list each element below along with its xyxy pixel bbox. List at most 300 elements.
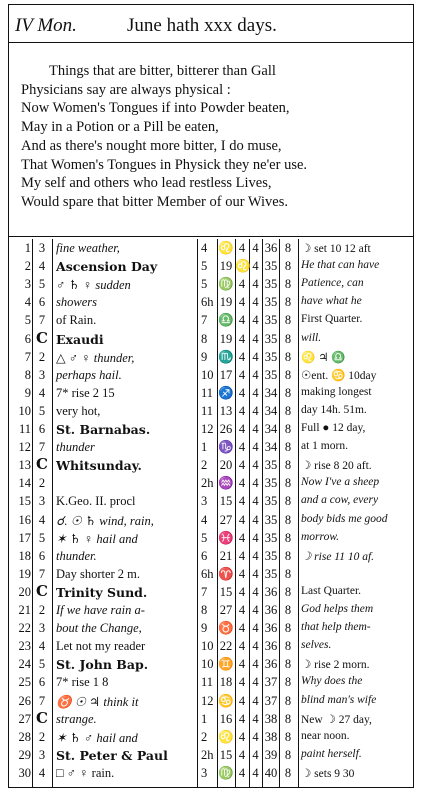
sign-col: 4 — [238, 621, 246, 636]
sign-col: 4 — [238, 440, 246, 455]
sign-col: 4 — [238, 765, 246, 780]
moon-place: ♑ — [218, 440, 234, 455]
sun-set: 8 — [284, 476, 292, 491]
sun-set: 8 — [284, 422, 292, 436]
moon-place: 19 — [219, 331, 233, 346]
moon-south: 2 — [201, 729, 208, 744]
note-text: ☽ rise 2 morn. — [301, 659, 370, 672]
sign-col: 4 — [238, 584, 246, 599]
sun-set: 8 — [284, 331, 292, 346]
sun-rise-hour: 4 — [252, 403, 259, 418]
sun-rise-min: 35 — [264, 512, 278, 527]
moon-south: 5 — [201, 259, 208, 274]
sun-set: 8 — [284, 512, 292, 527]
sun-rise-hour: 4 — [252, 494, 259, 509]
aspect-weather: K.Geo. II. procl — [56, 494, 136, 509]
sign-col: 4 — [238, 295, 246, 310]
day-number: 12 — [18, 440, 31, 455]
moon-south: 4 — [201, 512, 208, 527]
day-number: 1 — [24, 241, 31, 255]
weekday: C — [36, 708, 48, 727]
day-number: 10 — [18, 403, 31, 418]
note-text: have what he — [301, 295, 362, 308]
sign-col: 4 — [238, 422, 246, 436]
sun-rise-hour: 4 — [252, 440, 259, 455]
aspect-weather: St. Peter & Paul — [56, 747, 168, 763]
sun-rise-hour: 4 — [252, 657, 259, 672]
sun-rise-min: 36 — [264, 584, 278, 599]
moon-place: ♈ — [218, 566, 234, 581]
weekday: 3 — [38, 367, 46, 382]
sun-rise-hour: 4 — [252, 530, 259, 545]
weekday: 3 — [38, 494, 46, 509]
sign-col: 4 — [238, 675, 246, 690]
aspect-weather: of Rain. — [56, 313, 97, 328]
sun-rise-hour: 4 — [252, 711, 259, 726]
day-number: 28 — [18, 729, 31, 744]
moon-south: 9 — [201, 621, 208, 636]
weekday: 7 — [38, 693, 46, 708]
moon-south: 6h — [201, 295, 214, 310]
day-number: 23 — [18, 639, 31, 654]
sun-set: 8 — [284, 566, 292, 581]
moon-south: 11 — [201, 675, 214, 690]
day-number: 26 — [18, 693, 31, 708]
table-row — [9, 601, 413, 621]
sun-set: 8 — [284, 458, 292, 473]
sun-rise-min: 40 — [264, 765, 278, 780]
sign-col: 4 — [238, 747, 246, 762]
moon-south: 7 — [201, 313, 208, 328]
weekday: 2 — [38, 603, 46, 617]
moon-place: 15 — [219, 747, 233, 762]
note-text: body bids me good — [301, 512, 388, 525]
weekday: 6 — [38, 548, 46, 563]
aspect-weather: very hot, — [56, 403, 101, 418]
moon-place: 27 — [219, 603, 233, 617]
weekday: C — [36, 455, 48, 474]
sun-rise-min: 36 — [264, 657, 278, 672]
sun-rise-hour: 4 — [252, 512, 259, 527]
day-number: 19 — [18, 566, 31, 581]
moon-south: 11 — [201, 385, 214, 400]
sun-rise-min: 35 — [264, 277, 278, 292]
moon-south: 3 — [201, 494, 208, 509]
weekday: C — [36, 581, 48, 600]
weekday: 3 — [38, 621, 46, 636]
aspect-weather: Ascension Day — [56, 259, 158, 275]
sun-set: 8 — [284, 548, 292, 563]
sun-rise-hour: 4 — [252, 241, 259, 255]
weekday: 4 — [38, 259, 46, 274]
moon-place: ♊ — [218, 657, 234, 672]
aspect-weather: Whitsunday. — [56, 458, 142, 474]
month-header — [9, 5, 413, 43]
aspect-weather: ♉ ☉ ♃ think it — [56, 694, 139, 709]
sun-rise-min: 34 — [264, 385, 278, 400]
sign-col: 4 — [238, 403, 246, 418]
sun-rise-min: 39 — [264, 747, 278, 762]
moon-place: 20 — [219, 458, 233, 473]
sun-rise-min: 35 — [264, 458, 278, 473]
moon-place: 13 — [219, 403, 233, 418]
table-row — [9, 293, 413, 313]
table-row — [9, 764, 413, 784]
note-text: God helps them — [301, 603, 374, 615]
moon-place: 26 — [219, 422, 233, 436]
note-text: at 1 morn. — [301, 440, 348, 453]
moon-south: 5 — [201, 277, 208, 292]
sun-rise-hour: 4 — [252, 331, 259, 346]
aspect-weather: 7* rise 1 8 — [56, 675, 109, 690]
sign-col: 4 — [238, 367, 246, 382]
weekday: 3 — [38, 241, 46, 255]
day-number: 24 — [18, 657, 31, 672]
sun-set: 8 — [284, 385, 292, 400]
sun-rise-min: 35 — [264, 367, 278, 382]
note-text: paint herself. — [301, 747, 362, 760]
aspect-weather: perhaps hail. — [56, 367, 122, 382]
moon-south: 7 — [201, 584, 208, 599]
day-number: 13 — [18, 458, 31, 473]
sun-rise-min: 35 — [264, 494, 278, 509]
sun-set: 8 — [284, 277, 292, 292]
weekday: 6 — [38, 675, 46, 690]
moon-south: 6h — [201, 566, 214, 581]
note-text: making longest — [301, 385, 372, 398]
note-text: ☽ rise 8 20 aft. — [301, 460, 372, 473]
moon-south: 10 — [201, 367, 214, 382]
table-row — [9, 746, 413, 766]
sign-col: 4 — [238, 530, 246, 545]
moon-south: 2h — [201, 747, 214, 762]
sign-col: 4 — [238, 313, 246, 328]
moon-south: 9 — [201, 349, 208, 364]
sun-rise-hour: 4 — [252, 367, 259, 382]
moon-place: ♐ — [218, 385, 234, 400]
poem-line: Physicians say are always physical : — [21, 81, 231, 98]
sun-rise-hour: 4 — [252, 313, 259, 328]
sign-col: 4 — [238, 241, 246, 255]
moon-place: 27 — [219, 512, 233, 527]
table-row — [9, 438, 413, 458]
sun-rise-hour: 4 — [252, 603, 259, 617]
moon-south: 10 — [201, 657, 214, 672]
weekday: 6 — [38, 422, 46, 436]
day-number: 7 — [24, 349, 31, 364]
aspect-weather: Exaudi — [56, 331, 104, 347]
table-row — [9, 275, 413, 295]
moon-place: 16 — [219, 711, 233, 726]
aspect-weather: bout the Change, — [56, 621, 142, 636]
sun-set: 8 — [284, 729, 292, 744]
aspect-weather: St. Barnabas. — [56, 422, 151, 437]
weekday: 7 — [38, 566, 46, 581]
sun-set: 8 — [284, 765, 292, 780]
moon-place: 17 — [219, 367, 233, 382]
day-number: 9 — [24, 385, 31, 400]
weekday: 4 — [38, 639, 46, 654]
day-number: 18 — [18, 548, 31, 563]
sun-rise-hour: 4 — [252, 349, 259, 364]
aspect-weather: thunder — [56, 440, 95, 455]
moon-place: 18 — [219, 675, 233, 690]
day-number: 2 — [24, 259, 31, 274]
table-row — [9, 692, 413, 712]
table-row — [9, 366, 413, 386]
sun-rise-min: 36 — [264, 241, 278, 255]
sun-rise-min: 36 — [264, 603, 278, 617]
sun-set: 8 — [284, 584, 292, 599]
weekday: 4 — [38, 385, 46, 400]
sign-col: 4 — [238, 566, 246, 581]
sign-col: 4 — [238, 639, 246, 654]
table-row — [9, 637, 413, 657]
note-text: will. — [301, 331, 322, 344]
moon-south: 2 — [201, 458, 208, 473]
moon-south: 12 — [201, 422, 214, 436]
table-row — [9, 728, 413, 748]
day-number: 17 — [18, 530, 31, 545]
sun-rise-hour: 4 — [252, 729, 259, 744]
moon-place: 15 — [219, 584, 233, 599]
note-text: Why does the — [301, 675, 363, 688]
day-number: 16 — [18, 512, 31, 527]
almanac-page — [8, 4, 414, 788]
aspect-weather: showers — [56, 295, 97, 310]
sun-rise-hour: 4 — [252, 747, 259, 762]
sun-rise-min: 35 — [264, 259, 278, 274]
sun-set: 8 — [284, 711, 292, 726]
note-text: and a cow, every — [301, 494, 379, 507]
table-row — [9, 565, 413, 585]
weekday: 3 — [38, 747, 46, 762]
aspect-weather: If we have rain a- — [56, 603, 145, 617]
aspect-weather: 7* rise 2 15 — [56, 385, 115, 400]
note-text: ☽ sets 9 30 — [301, 767, 355, 780]
aspect-weather: fine weather, — [56, 241, 120, 255]
sun-set: 8 — [284, 657, 292, 672]
day-number: 11 — [18, 422, 31, 436]
day-number: 15 — [18, 494, 31, 509]
sun-set: 8 — [284, 349, 292, 364]
moon-south: 11 — [201, 403, 214, 418]
poem-line: That Women's Tongues in Physick they ne'er use. — [21, 156, 308, 173]
weekday: 2 — [38, 476, 46, 491]
poem-divider — [9, 236, 413, 237]
weekday: C — [36, 328, 48, 347]
table-row — [9, 420, 413, 440]
aspect-weather: ✶ ♄ ♀ hail and — [56, 531, 138, 546]
note-text: Full ● 12 day, — [301, 422, 366, 434]
day-number: 22 — [18, 621, 31, 636]
sign-col: 4 — [238, 711, 246, 726]
aspect-weather: □ ♂ ♀ rain. — [56, 765, 115, 780]
note-text: Patience, can — [301, 277, 364, 290]
moon-south: 5 — [201, 530, 208, 545]
moon-place: 19 — [219, 295, 233, 310]
table-row — [9, 257, 413, 277]
note-text: New ☽ 27 day, — [301, 713, 372, 726]
sign-col: 4 — [238, 657, 246, 672]
sign-col: 4 — [238, 494, 246, 509]
sun-rise-min: 36 — [264, 639, 278, 654]
moon-south: 12 — [201, 693, 214, 708]
sun-rise-min: 36 — [264, 621, 278, 636]
sign-col: 4 — [238, 476, 246, 491]
note-text: Last Quarter. — [301, 584, 362, 597]
weekday: 6 — [38, 295, 46, 310]
sun-rise-hour: 4 — [252, 693, 259, 708]
note-text: ☽ set 10 12 aft — [301, 243, 371, 255]
sun-set: 8 — [284, 621, 292, 636]
sun-rise-hour: 4 — [252, 566, 259, 581]
sun-set: 8 — [284, 530, 292, 545]
sun-rise-hour: 4 — [252, 277, 259, 292]
table-row — [9, 348, 413, 368]
sign-col: 4 — [238, 729, 246, 744]
sun-set: 8 — [284, 259, 292, 274]
moon-place: ♎ — [218, 313, 234, 328]
day-number: 27 — [18, 711, 31, 726]
sun-set: 8 — [284, 403, 292, 418]
aspect-weather: St. John Bap. — [56, 657, 149, 673]
moon-south: 8 — [201, 331, 208, 346]
sun-rise-hour: 4 — [252, 584, 259, 599]
sign-col: 4 — [238, 603, 246, 617]
poem-line: Now Women's Tongues if into Powder beaten, — [21, 100, 290, 117]
poem-line: My self and others who lead restless Lives, — [21, 175, 272, 192]
sun-rise-hour: 4 — [252, 295, 259, 310]
table-row — [9, 583, 413, 603]
sign-col: 4 — [238, 277, 246, 292]
table-row — [9, 529, 413, 549]
table-row — [9, 384, 413, 404]
note-text: ☽ rise 11 10 af. — [301, 550, 375, 563]
table-row — [9, 239, 413, 259]
sun-set: 8 — [284, 639, 292, 654]
weekday: 7 — [38, 313, 46, 328]
moon-south: 8 — [201, 603, 208, 617]
moon-south: 4 — [201, 241, 208, 255]
sign-col: 4 — [238, 458, 246, 473]
sun-rise-min: 34 — [264, 422, 278, 436]
day-number: 20 — [18, 584, 31, 599]
sun-set: 8 — [284, 603, 292, 617]
moon-place: ♍ — [218, 277, 234, 292]
sun-set: 8 — [284, 295, 292, 310]
aspect-weather: strange. — [56, 711, 97, 726]
sun-set: 8 — [284, 440, 292, 455]
sun-rise-hour: 4 — [252, 422, 259, 436]
sun-set: 8 — [284, 313, 292, 328]
moon-place: 21 — [219, 548, 233, 563]
weekday: 5 — [38, 657, 46, 672]
sign-col: 4 — [238, 349, 246, 364]
moon-south: 1 — [201, 440, 208, 455]
weekday: 5 — [38, 530, 46, 545]
day-number: 21 — [18, 603, 31, 617]
aspect-weather: thunder. — [56, 548, 97, 563]
note-text: blind man's wife — [301, 693, 377, 706]
sun-rise-hour: 4 — [252, 259, 259, 274]
moon-south: 10 — [201, 639, 214, 654]
moon-south: 6 — [201, 548, 208, 563]
note-text: First Quarter. — [301, 313, 363, 326]
moon-place: ♌ — [218, 729, 234, 744]
sun-rise-hour: 4 — [252, 639, 259, 654]
note-text: ☉ent. ♋ 10day — [301, 369, 377, 382]
day-number: 30 — [18, 765, 31, 780]
moon-place: ♌ — [218, 241, 234, 255]
table-row — [9, 311, 413, 331]
moon-place: 15 — [219, 494, 233, 509]
note-text: morrow. — [301, 530, 340, 543]
sun-set: 8 — [284, 494, 292, 509]
sign-col: 4 — [238, 693, 246, 708]
day-number: 6 — [24, 331, 31, 346]
aspect-weather: ✶ ♄ ♂ hail and — [56, 730, 138, 745]
sun-set: 8 — [284, 747, 292, 762]
day-number: 5 — [24, 313, 31, 328]
moon-place: ♏ — [218, 349, 234, 364]
moon-place: ♉ — [218, 621, 234, 636]
sun-rise-min: 35 — [264, 476, 278, 491]
sun-rise-min: 35 — [264, 331, 278, 346]
sun-set: 8 — [284, 693, 292, 708]
sun-rise-min: 35 — [264, 566, 278, 581]
month-label: IV Mon. — [15, 15, 77, 36]
sun-rise-min: 34 — [264, 403, 278, 418]
weekday: 2 — [38, 729, 46, 744]
note-text: Now I've a sheep — [301, 476, 380, 489]
moon-place: ♒ — [218, 476, 234, 491]
calendar-table — [9, 239, 413, 787]
sun-rise-hour: 4 — [252, 385, 259, 400]
aspect-weather: ♂ ♄ ♀ sudden — [56, 278, 131, 293]
moon-place: 22 — [219, 639, 233, 654]
sun-rise-hour: 4 — [252, 765, 259, 780]
weekday: 4 — [38, 765, 46, 780]
aspect-weather: Trinity Sund. — [56, 584, 148, 600]
moon-south: 1 — [201, 711, 208, 726]
aspect-weather: ☌. ☉ ♄ wind, rain, — [56, 513, 154, 528]
sun-set: 8 — [284, 675, 292, 690]
table-row — [9, 673, 413, 693]
day-number: 4 — [24, 295, 31, 310]
aspect-weather: △ ♂ ♀ thunder, — [56, 350, 135, 365]
moon-south: 2h — [201, 476, 214, 491]
sun-rise-min: 35 — [264, 349, 278, 364]
sign-col: 4 — [238, 548, 246, 563]
table-row — [9, 619, 413, 639]
day-number: 14 — [18, 476, 31, 491]
sun-set: 8 — [284, 367, 292, 382]
table-row — [9, 492, 413, 512]
sign-col: 4 — [238, 512, 246, 527]
moon-place: 19 — [219, 259, 233, 274]
sun-rise-min: 37 — [264, 693, 278, 708]
poem-line: May in a Potion or a Pill be eaten, — [21, 119, 219, 136]
sun-rise-hour: 4 — [252, 458, 259, 473]
poem-line: And as there's nought more bitter, I do muse, — [21, 137, 282, 154]
moon-place: ♋ — [218, 693, 234, 708]
table-row — [9, 456, 413, 476]
table-row — [9, 710, 413, 730]
day-number: 25 — [18, 675, 31, 690]
month-days-title: June hath xxx days. — [127, 15, 277, 36]
table-row — [9, 474, 413, 494]
